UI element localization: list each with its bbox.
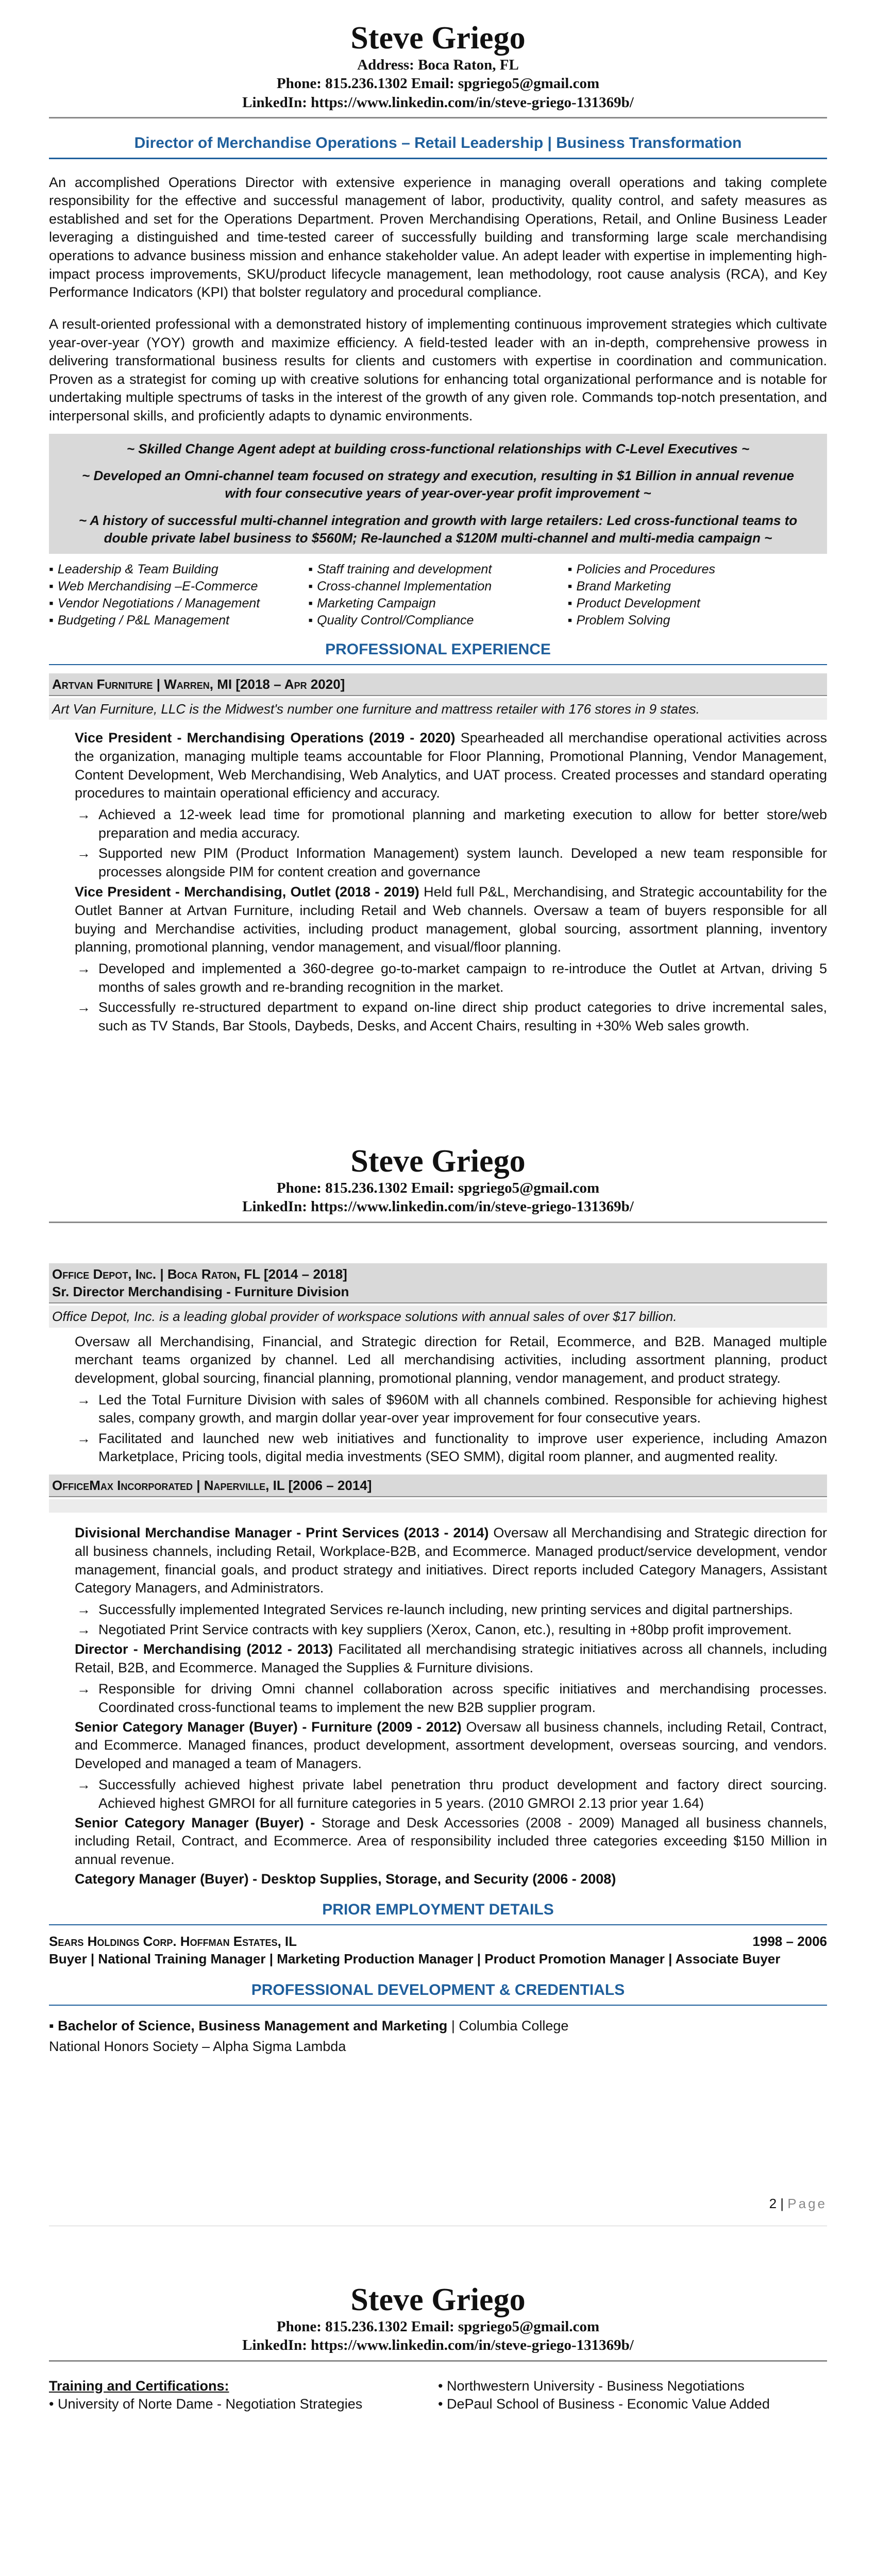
role-summary: Facilitated all merchandising strategic initiatives across all channels, including Retail, B2B, and Ecommerce. Managed the Supplies & Furniture divisions. <box>75 1641 827 1675</box>
resume-page-1 <box>0 0 876 1139</box>
training-item: • DePaul School of Business - Economic Value Added <box>438 2396 770 2412</box>
linkedin-link[interactable]: LinkedIn: https://www.linkedin.com/in/steve-griego-131369b/ <box>242 2337 634 2354</box>
honors-line: National Honors Society – Alpha Sigma Lambda <box>49 2038 346 2054</box>
header <box>49 2282 827 2355</box>
role-summary: Oversaw all Merchandising, Financial, and Strategic direction for Retail, Ecommerce, and B2B. Managed multiple merchant teams organized by channel. Led all merchandising activities, including assortment planning, product development, global sourcing, financial planning, promotional planning, vendor management, and product strategy. <box>75 1333 827 1386</box>
bullet-icon: • <box>438 2378 447 2394</box>
section-divider <box>49 664 827 665</box>
address: Address: Boca Raton, FL <box>357 57 519 74</box>
role-description <box>75 1640 827 1677</box>
page-label: Page <box>787 2196 827 2211</box>
achievement-item: → Led the Total Furniture Division with sales of $960M with all channels combined. Responsible for achieving highest sales, company growth, and margin dollar year-over year improvement for four consecutive years. <box>75 1391 827 1428</box>
prior-company: Sears Holdings Corp. Hoffman Estates, IL <box>49 1933 297 1949</box>
achievement-item: → Developed and implemented a 360-degree go-to-market campaign to re-introduce the Outlet at Artvan, driving 5 months of sales growth and re-branding recognition in the market. <box>75 960 827 996</box>
role-achievements <box>75 1680 827 1717</box>
achievement-item: → Negotiated Print Service contracts with key suppliers (Xerox, Canon, etc.), resulting in +80bp profit improvement. <box>75 1621 827 1639</box>
bullet-icon: • <box>438 2396 447 2412</box>
education-block <box>49 2017 827 2056</box>
training-item: • University of Norte Dame - Negotiation Strategies <box>49 2396 363 2412</box>
contact-info: Phone: 815.236.1302 Email: spgriego5@gmail.com <box>276 2318 600 2335</box>
competency-item: ▪ Quality Control/Compliance <box>308 612 567 629</box>
prior-employer <box>49 1933 827 1950</box>
competency-column <box>49 561 308 629</box>
company-location-dates: | Warren, MI [2018 – Apr 2020] <box>153 676 345 692</box>
role-title: Senior Category Manager (Buyer) - Furniture (2009 - 2012) <box>75 1719 462 1735</box>
training-section <box>49 2377 827 2414</box>
headline-banner <box>49 133 827 154</box>
linkedin-link[interactable]: LinkedIn: https://www.linkedin.com/in/steve-griego-131369b/ <box>242 94 634 111</box>
competency-item: ▪ Budgeting / P&L Management <box>49 612 308 629</box>
section-title-education: PROFESSIONAL DEVELOPMENT & CREDENTIALS <box>251 1981 625 1999</box>
summary-paragraph-1: An accomplished Operations Director with extensive experience in managing overall operations and taking complete responsibility for the effective and successful management of labor, productivity, quality control, and safety measures as established and set for the Operations Department. Proven Merchandising Operations, Retail, and Online Business Leader leveraging a distinguished and time-tested career of successfully building and transforming large scale merchandising operations to advance business mission and enhance stakeholder value. An adept leader with expertise in implementing high-impact process improvements, SKU/product lifecycle management, lean methodology, root cause analysis (RCA), and Key Performance Indicators (KPI) that bolster regulatory and procedural compliance. <box>49 174 827 300</box>
resume-page-3 <box>0 2277 876 2576</box>
competency-item: ▪ Problem Solving <box>568 612 827 629</box>
role-title: Senior Category Manager (Buyer) - <box>75 1815 315 1831</box>
header <box>49 21 827 112</box>
callout-item: ~ Developed an Omni-channel team focused on strategy and execution, resulting in $1 Billion in annual revenue with four consecutive years of year-over-year profit improvement ~ <box>82 467 794 501</box>
contact-info: Phone: 815.236.1302 Email: spgriego5@gmail.com <box>276 1180 600 1197</box>
company-location-dates: | Naperville, IL [2006 – 2014] <box>193 1478 372 1493</box>
headline-part-2: Business Transformation <box>556 134 742 151</box>
role-title: Director - Merchandising (2012 - 2013) <box>75 1641 333 1657</box>
achievement-callouts <box>49 434 827 554</box>
role-title: Divisional Merchandise Manager - Print Services (2013 - 2014) <box>75 1525 489 1541</box>
degree-school: | Columbia College <box>447 2018 569 2033</box>
company-description-empty <box>49 1499 827 1513</box>
footer-separator: | <box>777 2196 788 2211</box>
achievement-item: → Achieved a 12-week lead time for promotional planning and marketing execution to allow for better store/web preparation and media accuracy. <box>75 806 827 842</box>
bullet-icon: • <box>49 2396 58 2412</box>
candidate-name: Steve Griego <box>350 21 526 56</box>
company-location-dates: | Boca Raton, FL [2014 – 2018] <box>156 1266 347 1282</box>
company-header-officemax <box>49 1475 827 1497</box>
competency-column <box>568 561 827 629</box>
training-column-left <box>49 2377 438 2414</box>
role-title: Category Manager (Buyer) - Desktop Supplies, Storage, and Security (2006 - 2008) <box>75 1871 616 1887</box>
achievement-item: → Supported new PIM (Product Information Management) system launch. Developed a new team responsible for processes alongside PIM for content creation and governance <box>75 844 827 881</box>
company-name: OfficeMax Incorporated <box>52 1478 193 1493</box>
headline-divider <box>49 158 827 159</box>
achievement-item: → Successfully re-structured department to expand on-line direct ship product categories to drive incremental sales, such as TV Stands, Bar Stools, Daybeds, Desks, and Accent Chairs, resulting in +30% Web sales growth. <box>75 998 827 1035</box>
training-title: Training and Certifications: <box>49 2378 229 2394</box>
competency-item: ▪ Vendor Negotiations / Management <box>49 595 308 612</box>
competency-item: ▪ Policies and Procedures <box>568 561 827 578</box>
competency-item: ▪ Product Development <box>568 595 827 612</box>
achievement-item: → Responsible for driving Omni channel collaboration across specific initiatives and merchandising processes. Coordinated cross-functional teams to implement the new B2B supplier program. <box>75 1680 827 1717</box>
company-description: Art Van Furniture, LLC is the Midwest's number one furniture and mattress retailer with 176 stores in 9 states. <box>49 698 827 720</box>
role-summary: Oversaw all Merchandising and Strategic direction for all business channels, including Retail, Workplace-B2B, and Ecommerce. Managed product/service development, vendor management, financial goals, and product strategy and initiatives. Direct reports included Category Managers, Assistant Category Managers, and Administrators. <box>75 1525 827 1596</box>
header <box>49 1144 827 1216</box>
summary-paragraph-2: A result-oriented professional with a demonstrated history of implementing continuous improvement strategies which cultivate year-over-year (YOY) growth and maximize efficiency. A field-tested leader with an in-depth, comprehensive prowess in delivering transformational business results for clients and customers with expertise in coordination and communication. Proven as a strategist for coming up with creative solutions for enhancing total organizational performance and is notable for undertaking multiple spectrums of tasks in the interest of the growth of any given role. Commands top-notch presentation, and interpersonal skills, and proficiently adapts to dynamic environments. <box>49 316 827 424</box>
candidate-name: Steve Griego <box>350 2282 526 2317</box>
competency-item: ▪ Staff training and development <box>308 561 567 578</box>
role-achievements <box>75 1601 827 1639</box>
callout-item: ~ Skilled Change Agent adept at building cross-functional relationships with C-Level Executives ~ <box>126 440 750 456</box>
degree-line <box>49 2017 827 2036</box>
role-achievements <box>75 960 827 1036</box>
core-competencies <box>49 561 827 629</box>
achievement-item: → Successfully achieved highest private label penetration thru product development and factory direct sourcing. Achieved highest GMROI for all furniture categories in 5 years. (2010 GMROI 2.13 prior year 1.64) <box>75 1776 827 1812</box>
section-divider <box>49 2005 827 2006</box>
competency-item: ▪ Web Merchandising –E-Commerce <box>49 578 308 595</box>
contact-info: Phone: 815.236.1302 Email: spgriego5@gmail.com <box>276 75 600 92</box>
competency-item: ▪ Marketing Campaign <box>308 595 567 612</box>
role-description <box>75 883 827 957</box>
bullet-icon: ▪ <box>49 2018 54 2033</box>
competency-item: ▪ Cross-channel Implementation <box>308 578 567 595</box>
callout-item: ~ A history of successful multi-channel integration and growth with large retailers: Led cross-functional teams to double private label business to $560M; Re-launched a $120M multi-channel and multi-media campaign ~ <box>78 512 798 546</box>
role-description <box>75 1870 827 1889</box>
achievement-item: → Facilitated and launched new web initiatives and functionality to improve user experience, including Amazon Marketplace, Pricing tools, digital media investments (SEO SMM), digital room planner, and augmented reality. <box>75 1430 827 1466</box>
section-title-experience: PROFESSIONAL EXPERIENCE <box>325 641 551 658</box>
company-position: Sr. Director Merchandising - Furniture Division <box>52 1284 349 1299</box>
training-item: • Northwestern University - Business Negotiations <box>438 2378 745 2394</box>
page-footer <box>769 2195 827 2212</box>
resume-page-2 <box>0 1139 876 2277</box>
company-header-officedepot <box>49 1263 827 1303</box>
headline-part-1: Director of Merchandise Operations – Retail Leadership <box>134 134 544 151</box>
role-summary: Held full P&L, Merchandising, and Strategic accountability for the Outlet Banner at Artvan Furniture, including Retail and Web channels. Oversaw a team of buyers responsible for all buying and Merchandise activities, including product management, global sourcing, assortment planning, inventory planning, promotional planning, vendor management, and visual/floor planning. <box>75 884 828 955</box>
page-number: 2 <box>769 2196 777 2211</box>
training-column-right <box>438 2377 827 2414</box>
header-divider <box>49 117 827 118</box>
role-description <box>75 1524 827 1598</box>
role-achievements <box>75 1391 827 1467</box>
role-summary: Spearheaded all merchandise operational activities across the organization, managing multiple teams accountable for Floor Planning, Promotional Planning, Vendor Management, Content Development, Web Merchandising, Web Analytics, and UAT process. Created processes and standard operating procedures to maintain operational efficiency and accuracy. <box>75 730 827 801</box>
prior-years: 1998 – 2006 <box>752 1933 827 1949</box>
company-name: Office Depot, Inc. <box>52 1266 157 1282</box>
candidate-name: Steve Griego <box>350 1144 526 1179</box>
role-title: Vice President - Merchandising, Outlet (2018 - 2019) <box>75 884 419 900</box>
competency-item: ▪ Leadership & Team Building <box>49 561 308 578</box>
role-summary: Oversaw all business channels, including Retail, Contract, and Ecommerce. Managed finances, product development, assortment development, overseas sourcing, and vendors. Developed and managed a team of Managers. <box>75 1719 827 1771</box>
headline-separator: | <box>543 134 557 151</box>
header-divider <box>49 2360 827 2362</box>
role-description <box>75 1814 827 1869</box>
competency-item: ▪ Brand Marketing <box>568 578 827 595</box>
role-description <box>75 729 827 803</box>
role-title: Vice President - Merchandising Operations (2019 - 2020) <box>75 730 456 746</box>
company-description: Office Depot, Inc. is a leading global provider of workspace solutions with annual sales of over $17 billion. <box>49 1306 827 1327</box>
section-title-prior: PRIOR EMPLOYMENT DETAILS <box>322 1901 554 1919</box>
role-summary: Storage and Desk Accessories (2008 - 2009) Managed all business channels, including Retail, Contract, and Ecommerce. Area of responsibility included three categories exceeding $150 Million in annual revenue. <box>75 1815 827 1867</box>
role-description <box>75 1718 827 1773</box>
achievement-item: → Successfully implemented Integrated Services re-launch including, new printing services and digital partnerships. <box>75 1601 827 1619</box>
role-achievements <box>75 806 827 882</box>
section-divider <box>49 1924 827 1925</box>
competency-column <box>308 561 567 629</box>
company-name: Artvan Furniture <box>52 676 153 692</box>
prior-roles: Buyer | National Training Manager | Marketing Production Manager | Product Promotion Manager | Associate Buyer <box>49 1951 781 1967</box>
company-header-artvan <box>49 673 827 696</box>
role-achievements <box>75 1776 827 1812</box>
degree-name: Bachelor of Science, Business Management and Marketing <box>58 2018 448 2033</box>
linkedin-link[interactable]: LinkedIn: https://www.linkedin.com/in/steve-griego-131369b/ <box>242 1198 634 1215</box>
